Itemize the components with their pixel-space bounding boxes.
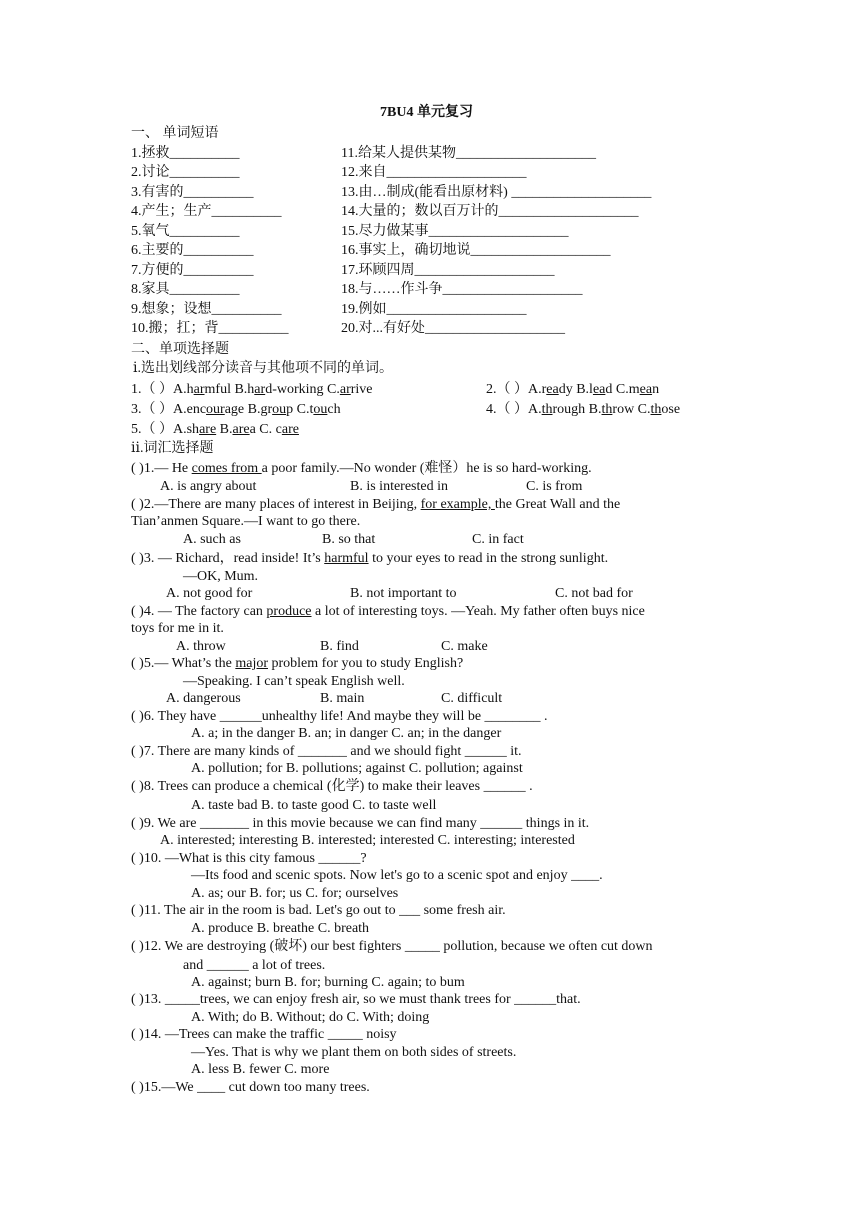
question-stem: ( )10. —What is this city famous ______? <box>131 851 367 866</box>
part2-heading: ⅱ.词汇选择题 <box>131 441 214 456</box>
question-stem: ( )8. Trees can produce a chemical (化学) to make their leaves ______ . <box>131 779 533 794</box>
question-stem: ( )11. The air in the room is bad. Let's go out to ___ some fresh air. <box>131 903 506 918</box>
part1-heading: ⅰ.选出划线部分读音与其他项不同的单词。 <box>133 361 393 376</box>
question-stem: ( )15.—We ____ cut down too many trees. <box>131 1080 370 1095</box>
vocab-item: 14.大量的；数以百万计的____________________ <box>341 204 639 219</box>
vocab-item: 10.搬；扛；背__________ <box>131 321 289 336</box>
answer-option: A. not good for <box>166 586 253 601</box>
vocab-item: 4.产生；生产__________ <box>131 204 282 219</box>
question-stem: ( )7. There are many kinds of _______ and we should fight ______ it. <box>131 744 522 759</box>
section1-heading: 一、 单词短语 <box>131 126 219 141</box>
question-stem-cont: —Its food and scenic spots. Now let's go to a scenic spot and enjoy ____. <box>191 868 603 883</box>
answer-option: C. in fact <box>472 532 524 547</box>
vocab-item: 6.主要的__________ <box>131 243 254 258</box>
question-stem: ( )4. — The factory can produce a lot of interesting toys. —Yeah. My father often buys nice <box>131 604 645 619</box>
answer-option: A. is angry about <box>160 479 257 494</box>
vocab-item: 17.环顾四周____________________ <box>341 263 555 278</box>
pron-question-3: 3.（ ）A.encourage B.group C.touch <box>131 402 341 417</box>
vocab-item: 8.家具__________ <box>131 282 240 297</box>
question-stem-cont: Tian’anmen Square.—I want to go there. <box>131 514 361 529</box>
answer-option: C. difficult <box>441 691 503 706</box>
answer-option: B. is interested in <box>350 479 448 494</box>
vocab-item: 19.例如____________________ <box>341 302 527 317</box>
answer-options: A. as; our B. for; us C. for; ourselves <box>191 886 399 901</box>
question-stem-cont: —Yes. That is why we plant them on both sides of streets. <box>191 1045 517 1060</box>
answer-option: B. main <box>320 691 365 706</box>
answer-option: A. such as <box>183 532 241 547</box>
question-stem: ( )5.— What’s the major problem for you to study English? <box>131 656 464 671</box>
vocab-item: 3.有害的__________ <box>131 185 254 200</box>
answer-option: B. so that <box>322 532 376 547</box>
answer-options: A. taste bad B. to taste good C. to taste well <box>191 798 437 813</box>
vocab-item: 11.给某人提供某物____________________ <box>341 146 596 161</box>
question-stem-cont: —Speaking. I can’t speak English well. <box>183 674 405 689</box>
answer-option: C. not bad for <box>555 586 633 601</box>
pron-question-4: 4.（ ）A.through B.throw C.those <box>486 402 681 417</box>
question-stem: ( )6. They have ______unhealthy life! And maybe they will be ________ . <box>131 709 548 724</box>
vocab-item: 5.氧气__________ <box>131 224 240 239</box>
answer-options: A. against; burn B. for; burning C. again; to bum <box>191 975 465 990</box>
question-stem: ( )9. We are _______ in this movie because we can find many ______ things in it. <box>131 816 590 831</box>
question-stem: ( )14. —Trees can make the traffic _____ noisy <box>131 1027 397 1042</box>
question-stem-cont: toys for me in it. <box>131 621 224 636</box>
question-stem: ( )13. _____trees, we can enjoy fresh air, so we must thank trees for ______that. <box>131 992 581 1007</box>
answer-options: A. pollution; for B. pollutions; against C. pollution; against <box>191 761 523 776</box>
pron-question-2: 2.（ ）A.ready B.lead C.mean <box>486 382 660 397</box>
answer-options: A. With; do B. Without; do C. With; doing <box>191 1010 430 1025</box>
question-stem: ( )2.—There are many places of interest in Beijing, for example, the Great Wall and the <box>131 497 621 512</box>
answer-option: A. throw <box>176 639 226 654</box>
vocab-item: 16.事实上，确切地说____________________ <box>341 243 611 258</box>
answer-option: B. not important to <box>350 586 457 601</box>
answer-options: A. produce B. breathe C. breath <box>191 921 370 936</box>
answer-options: A. less B. fewer C. more <box>191 1062 330 1077</box>
vocab-item: 18.与……作斗争____________________ <box>341 282 583 297</box>
vocab-item: 7.方便的__________ <box>131 263 254 278</box>
question-stem-cont: and ______ a lot of trees. <box>183 958 326 973</box>
answer-options: A. a; in the danger B. an; in danger C. an; in the danger <box>191 726 502 741</box>
vocab-item: 15.尽力做某事____________________ <box>341 224 569 239</box>
answer-option: B. find <box>320 639 359 654</box>
pron-question-1: 1.（ ）A.harmful B.hard-working C.arrive <box>131 382 373 397</box>
answer-options: A. interested; interesting B. interested; interested C. interesting; interested <box>160 833 575 848</box>
vocab-item: 13.由…制成(能看出原材料) ____________________ <box>341 185 652 200</box>
vocab-item: 1.拯救__________ <box>131 146 240 161</box>
vocab-item: 20.对...有好处____________________ <box>341 321 565 336</box>
vocab-item: 9.想象；设想__________ <box>131 302 282 317</box>
vocab-item: 12.来自____________________ <box>341 165 527 180</box>
question-stem: ( )3. — Richard，read inside! It’s harmful to your eyes to read in the strong sunlight. <box>131 551 609 566</box>
vocab-item: 2.讨论__________ <box>131 165 240 180</box>
page-title: 7BU4 单元复习 <box>380 105 473 120</box>
answer-option: C. make <box>441 639 488 654</box>
question-stem: ( )12. We are destroying (破坏) our best fighters _____ pollution, because we often cut down <box>131 939 653 954</box>
question-stem: ( )1.— He comes from a poor family.—No wonder (难怪）he is so hard-working. <box>131 461 592 476</box>
section2-heading: 二、单项选择题 <box>131 342 229 357</box>
answer-option: A. dangerous <box>166 691 241 706</box>
pron-question-5: 5.（ ）A.share B.area C. care <box>131 422 299 437</box>
question-stem-cont: —OK, Mum. <box>183 569 259 584</box>
answer-option: C. is from <box>526 479 583 494</box>
